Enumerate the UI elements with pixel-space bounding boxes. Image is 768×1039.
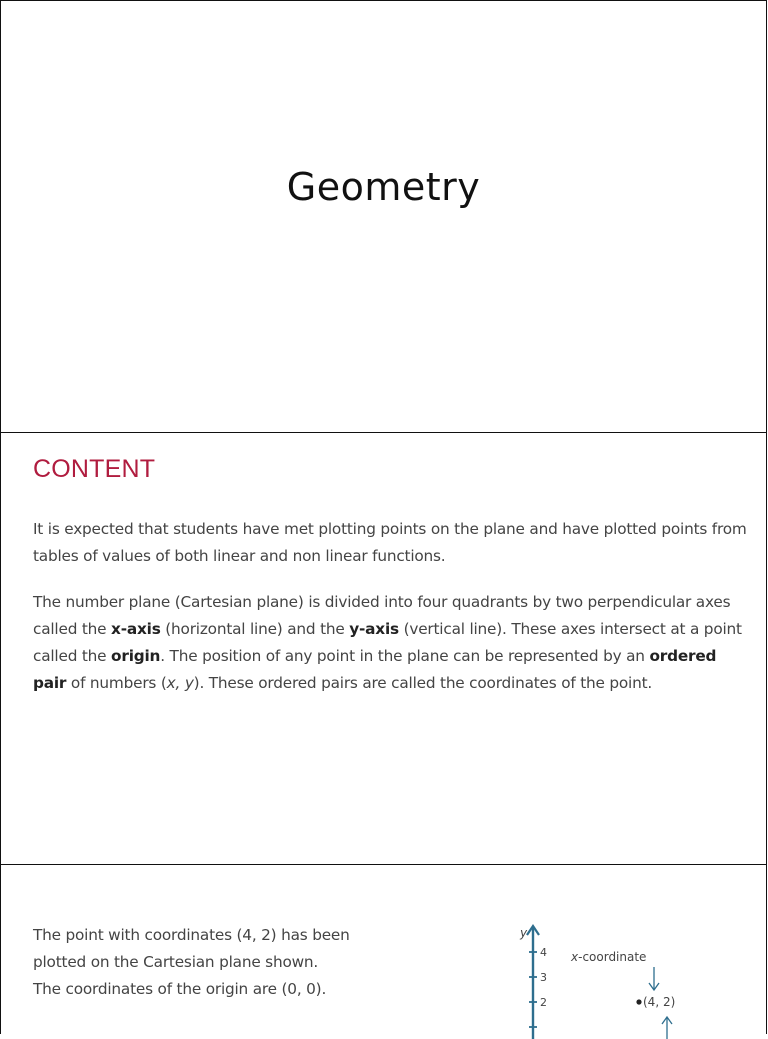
example-line-3: The coordinates of the origin are (0, 0). (33, 980, 327, 998)
x-axis-term: x-axis (111, 620, 161, 638)
cartesian-diagram-svg (501, 915, 761, 1035)
x-coordinate-label: x-coordinate (571, 950, 647, 964)
xy-variables: x, y (166, 674, 194, 692)
y-axis-label: y (520, 926, 528, 940)
example-line-1: The point with coordinates (4, 2) has been (33, 926, 350, 944)
origin-term: origin (111, 647, 161, 665)
content-heading: CONTENT (33, 455, 156, 483)
intro-paragraph: It is expected that students have met plotting points on the plane and have plotted points from tables of values of both linear and non linear functions. (33, 520, 747, 565)
plotted-point (636, 999, 641, 1004)
content-slide (0, 432, 767, 866)
text-run: ). These ordered pairs are called the coordinates of the point. (193, 674, 653, 692)
tick-label-2: 2 (540, 996, 547, 1009)
example-slide (0, 864, 767, 1034)
ordered-pair-term: ordered pair (33, 647, 717, 692)
text-run: of numbers ( (66, 674, 167, 692)
example-text (33, 922, 413, 1003)
tick-label-3: 3 (540, 971, 547, 984)
example-line-2: plotted on the Cartesian plane shown. (33, 953, 319, 971)
text-run: The number plane (Cartesian plane) is divided into four quadrants by two perpendicular axes called the (33, 593, 731, 638)
text-run: . The position of any point in the plane can be represented by an (160, 647, 650, 665)
point-label: (4, 2) (643, 995, 676, 1009)
tick-label-4: 4 (540, 946, 547, 959)
cartesian-diagram (501, 915, 761, 1035)
text-run: (horizontal line) and the (160, 620, 350, 638)
title-slide (0, 0, 767, 434)
number-plane-paragraph (33, 589, 753, 697)
y-axis-term: y-axis (349, 620, 399, 638)
text-run: (vertical line). These axes intersect at a point called the (33, 620, 742, 665)
slide-title: Geometry (286, 165, 481, 209)
